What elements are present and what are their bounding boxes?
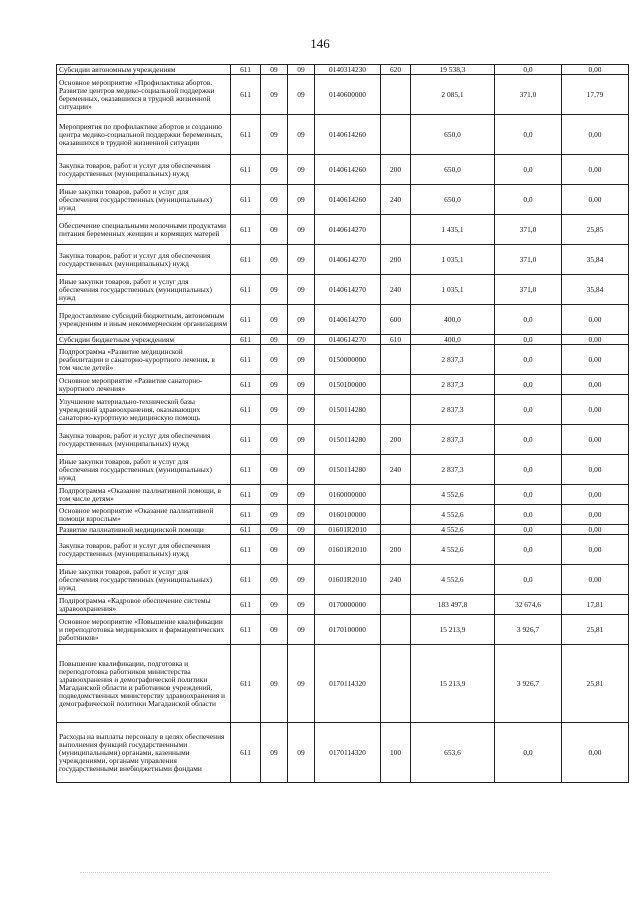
cell-vr: 600 — [381, 305, 411, 335]
cell-pr: 09 — [288, 525, 315, 535]
cell-vr — [381, 375, 411, 395]
table-row — [57, 485, 629, 505]
cell-rz: 09 — [261, 305, 288, 335]
cell-vr: 200 — [381, 245, 411, 275]
cell-pr: 09 — [288, 723, 315, 783]
cell-csr: 0170114320 — [315, 645, 381, 723]
cell-name: Повышение квалификации, подготовка и переподготовка работников министерства здравоохранения и демографической политики Магаданской области и работников учреждений, подведомственных министерству здравоохранения и демографической политики Магаданской области — [57, 645, 231, 723]
cell-pr: 09 — [288, 75, 315, 115]
cell-fed: 0,0 — [495, 335, 562, 345]
table-row — [57, 65, 629, 75]
cell-vr: 240 — [381, 565, 411, 595]
table-row — [57, 615, 629, 645]
cell-sum: 183 497,8 — [411, 595, 495, 615]
cell-sum: 650,0 — [411, 115, 495, 155]
cell-name: Закупка товаров, работ и услуг для обеспечения государственных (муниципальных) нужд — [57, 155, 231, 185]
table-row — [57, 565, 629, 595]
cell-name: Основное мероприятие «Оказание паллиативной помощи взрослым» — [57, 505, 231, 525]
cell-ved: 611 — [231, 215, 261, 245]
cell-pr: 09 — [288, 485, 315, 505]
cell-csr: 0150114280 — [315, 455, 381, 485]
cell-vr — [381, 615, 411, 645]
cell-sum: 2 837,3 — [411, 455, 495, 485]
table-row — [57, 305, 629, 335]
table-row — [57, 375, 629, 395]
cell-sum: 2 837,3 — [411, 425, 495, 455]
table-row — [57, 395, 629, 425]
cell-csr: 0140614260 — [315, 185, 381, 215]
budget-table — [56, 64, 629, 783]
cell-name: Субсидии бюджетным учреждениям — [57, 335, 231, 345]
cell-vr — [381, 115, 411, 155]
cell-rz: 09 — [261, 535, 288, 565]
cell-pct: 0,00 — [562, 375, 629, 395]
cell-ved: 611 — [231, 565, 261, 595]
cell-ved: 611 — [231, 275, 261, 305]
cell-sum: 4 552,6 — [411, 565, 495, 595]
cell-rz: 09 — [261, 525, 288, 535]
cell-rz: 09 — [261, 425, 288, 455]
cell-pct: 0,00 — [562, 395, 629, 425]
cell-sum: 400,0 — [411, 335, 495, 345]
cell-csr: 0170100000 — [315, 615, 381, 645]
cell-fed: 371,0 — [495, 275, 562, 305]
cell-fed: 0,0 — [495, 565, 562, 595]
cell-sum: 4 552,6 — [411, 485, 495, 505]
cell-rz: 09 — [261, 335, 288, 345]
cell-pr: 09 — [288, 595, 315, 615]
cell-pct: 0,00 — [562, 525, 629, 535]
cell-ved: 611 — [231, 305, 261, 335]
cell-ved: 611 — [231, 395, 261, 425]
cell-ved: 611 — [231, 75, 261, 115]
cell-pr: 09 — [288, 645, 315, 723]
cell-csr: 0150114280 — [315, 395, 381, 425]
table-row — [57, 535, 629, 565]
cell-pct: 25,81 — [562, 645, 629, 723]
cell-ved: 611 — [231, 115, 261, 155]
cell-vr: 240 — [381, 185, 411, 215]
cell-pr: 09 — [288, 215, 315, 245]
table-row — [57, 215, 629, 245]
cell-name: Основное мероприятие «Профилактика абортов. Развитие центров медико-социальной поддержки беременных, оказавшихся в трудной жизненной ситуации» — [57, 75, 231, 115]
cell-pr: 09 — [288, 375, 315, 395]
cell-vr — [381, 75, 411, 115]
cell-pct: 0,00 — [562, 723, 629, 783]
cell-csr: 0150000000 — [315, 345, 381, 375]
cell-vr — [381, 395, 411, 425]
cell-name: Расходы на выплаты персоналу в целях обеспечения выполнения функций государственными (муниципальными) органами, казенными учреждениями, органами управления государственными внебюджетными фондами — [57, 723, 231, 783]
cell-pr: 09 — [288, 395, 315, 425]
cell-sum: 4 552,6 — [411, 505, 495, 525]
cell-name: Подпрограмма «Кадровое обеспечение системы здравоохранения» — [57, 595, 231, 615]
cell-fed: 371,0 — [495, 75, 562, 115]
cell-ved: 611 — [231, 335, 261, 345]
table-row — [57, 115, 629, 155]
cell-rz: 09 — [261, 155, 288, 185]
cell-rz: 09 — [261, 395, 288, 425]
cell-name: Подпрограмма «Оказание паллиативной помощи, в том числе детям» — [57, 485, 231, 505]
cell-fed: 0,0 — [495, 395, 562, 425]
cell-fed: 0,0 — [495, 723, 562, 783]
table-row — [57, 185, 629, 215]
cell-name: Улучшение материально-технической базы учреждений здравоохранения, оказывающих санаторно-курортную медицинскую помощь — [57, 395, 231, 425]
cell-csr: 01601R2010 — [315, 565, 381, 595]
cell-vr: 240 — [381, 275, 411, 305]
cell-ved: 611 — [231, 535, 261, 565]
cell-rz: 09 — [261, 375, 288, 395]
cell-name: Иные закупки товаров, работ и услуг для обеспечения государственных (муниципальных) нужд — [57, 455, 231, 485]
table-row — [57, 345, 629, 375]
cell-pct: 0,00 — [562, 185, 629, 215]
cell-pr: 09 — [288, 505, 315, 525]
table-row — [57, 505, 629, 525]
cell-rz: 09 — [261, 615, 288, 645]
cell-vr — [381, 525, 411, 535]
cell-ved: 611 — [231, 525, 261, 535]
cell-vr: 100 — [381, 723, 411, 783]
cell-pr: 09 — [288, 155, 315, 185]
cell-ved: 611 — [231, 425, 261, 455]
cell-name: Основное мероприятие «Повышение квалификации и переподготовка медицинских и фармацевтических работников» — [57, 615, 231, 645]
cell-sum: 15 213,9 — [411, 615, 495, 645]
cell-sum: 1 035,1 — [411, 245, 495, 275]
cell-name: Обеспечение специальными молочными продуктами питания беременных женщин и кормящих матерей — [57, 215, 231, 245]
cell-csr: 0170114320 — [315, 723, 381, 783]
cell-vr — [381, 485, 411, 505]
cell-fed: 0,0 — [495, 455, 562, 485]
cell-rz: 09 — [261, 595, 288, 615]
cell-pct: 35,84 — [562, 275, 629, 305]
table-row — [57, 425, 629, 455]
cell-name: Иные закупки товаров, работ и услуг для обеспечения государственных (муниципальных) нужд — [57, 565, 231, 595]
cell-rz: 09 — [261, 75, 288, 115]
cell-pr: 09 — [288, 275, 315, 305]
cell-rz: 09 — [261, 645, 288, 723]
cell-name: Предоставление субсидий бюджетным, автономным учреждениям и иным некоммерческим организациям — [57, 305, 231, 335]
cell-rz: 09 — [261, 505, 288, 525]
cell-pct: 0,00 — [562, 535, 629, 565]
cell-rz: 09 — [261, 485, 288, 505]
cell-fed: 3 926,7 — [495, 645, 562, 723]
cell-ved: 611 — [231, 645, 261, 723]
cell-pct: 0,00 — [562, 565, 629, 595]
cell-fed: 3 926,7 — [495, 615, 562, 645]
cell-pct: 0,00 — [562, 455, 629, 485]
cell-csr: 01601R2010 — [315, 525, 381, 535]
cell-pct: 0,00 — [562, 155, 629, 185]
cell-ved: 611 — [231, 595, 261, 615]
cell-pct: 17,79 — [562, 75, 629, 115]
scan-artifact — [80, 872, 550, 873]
cell-sum: 15 213,9 — [411, 645, 495, 723]
cell-sum: 4 552,6 — [411, 535, 495, 565]
cell-name: Закупка товаров, работ и услуг для обеспечения государственных (муниципальных) нужд — [57, 535, 231, 565]
table-row — [57, 245, 629, 275]
cell-sum: 2 837,3 — [411, 375, 495, 395]
cell-fed: 371,0 — [495, 245, 562, 275]
cell-fed: 0,0 — [495, 375, 562, 395]
cell-vr — [381, 345, 411, 375]
cell-csr: 0140614270 — [315, 335, 381, 345]
cell-name: Развитие паллиативной медицинской помощи — [57, 525, 231, 535]
cell-rz: 09 — [261, 565, 288, 595]
cell-csr: 0140600000 — [315, 75, 381, 115]
cell-csr: 0140614270 — [315, 305, 381, 335]
cell-pct: 17,81 — [562, 595, 629, 615]
cell-sum: 650,0 — [411, 155, 495, 185]
cell-ved: 611 — [231, 345, 261, 375]
cell-rz: 09 — [261, 455, 288, 485]
cell-csr: 0140614260 — [315, 155, 381, 185]
cell-rz: 09 — [261, 345, 288, 375]
cell-fed: 0,0 — [495, 305, 562, 335]
cell-sum: 2 085,1 — [411, 75, 495, 115]
cell-ved: 611 — [231, 65, 261, 75]
cell-pct: 0,00 — [562, 485, 629, 505]
cell-pct: 0,00 — [562, 505, 629, 525]
cell-fed: 0,0 — [495, 185, 562, 215]
cell-fed: 0,0 — [495, 505, 562, 525]
cell-pct: 25,85 — [562, 215, 629, 245]
cell-csr: 0160000000 — [315, 485, 381, 505]
cell-ved: 611 — [231, 615, 261, 645]
cell-rz: 09 — [261, 275, 288, 305]
cell-pct: 0,00 — [562, 115, 629, 155]
cell-pr: 09 — [288, 65, 315, 75]
cell-pct: 0,00 — [562, 335, 629, 345]
cell-sum: 2 837,3 — [411, 345, 495, 375]
cell-rz: 09 — [261, 65, 288, 75]
table-row — [57, 275, 629, 305]
cell-csr: 0140614270 — [315, 215, 381, 245]
cell-name: Мероприятия по профилактике абортов и созданию центра медико-социальной поддержки беременных, оказавшихся в трудной жизненной ситуации — [57, 115, 231, 155]
cell-csr: 01601R2010 — [315, 535, 381, 565]
cell-rz: 09 — [261, 215, 288, 245]
cell-pr: 09 — [288, 565, 315, 595]
cell-sum: 2 837,3 — [411, 395, 495, 425]
cell-sum: 1 435,1 — [411, 215, 495, 245]
cell-csr: 0150114280 — [315, 425, 381, 455]
cell-ved: 611 — [231, 375, 261, 395]
cell-pr: 09 — [288, 455, 315, 485]
table-row — [57, 723, 629, 783]
table-row — [57, 75, 629, 115]
cell-rz: 09 — [261, 723, 288, 783]
table-row — [57, 155, 629, 185]
cell-pct: 35,84 — [562, 245, 629, 275]
cell-vr — [381, 505, 411, 525]
cell-ved: 611 — [231, 723, 261, 783]
cell-vr: 200 — [381, 535, 411, 565]
table-row — [57, 335, 629, 345]
cell-sum: 653,6 — [411, 723, 495, 783]
cell-csr: 0150100000 — [315, 375, 381, 395]
table-row — [57, 455, 629, 485]
cell-name: Закупка товаров, работ и услуг для обеспечения государственных (муниципальных) нужд — [57, 425, 231, 455]
cell-fed: 0,0 — [495, 115, 562, 155]
cell-name: Подпрограмма «Развитие медицинской реабилитации и санаторно-курортного лечения, в том числе детей» — [57, 345, 231, 375]
cell-ved: 611 — [231, 245, 261, 275]
cell-sum: 400,0 — [411, 305, 495, 335]
cell-ved: 611 — [231, 185, 261, 215]
cell-fed: 0,0 — [495, 485, 562, 505]
cell-fed: 0,0 — [495, 525, 562, 535]
table-row — [57, 595, 629, 615]
cell-sum: 4 552,6 — [411, 525, 495, 535]
table-row — [57, 525, 629, 535]
cell-vr — [381, 645, 411, 723]
cell-fed: 0,0 — [495, 155, 562, 185]
table-row — [57, 645, 629, 723]
cell-ved: 611 — [231, 155, 261, 185]
cell-vr: 620 — [381, 65, 411, 75]
cell-pct: 0,00 — [562, 345, 629, 375]
cell-csr: 0140614270 — [315, 275, 381, 305]
cell-vr: 200 — [381, 155, 411, 185]
cell-vr: 610 — [381, 335, 411, 345]
cell-pct: 0,00 — [562, 305, 629, 335]
cell-fed: 0,0 — [495, 345, 562, 375]
cell-vr: 240 — [381, 455, 411, 485]
cell-csr: 0170000000 — [315, 595, 381, 615]
cell-ved: 611 — [231, 505, 261, 525]
cell-name: Иные закупки товаров, работ и услуг для обеспечения государственных (муниципальных) нужд — [57, 275, 231, 305]
cell-rz: 09 — [261, 245, 288, 275]
cell-fed: 0,0 — [495, 65, 562, 75]
cell-rz: 09 — [261, 185, 288, 215]
cell-pr: 09 — [288, 245, 315, 275]
cell-ved: 611 — [231, 455, 261, 485]
cell-csr: 0160100000 — [315, 505, 381, 525]
cell-name: Основное мероприятие «Развитие санаторно-курортного лечения» — [57, 375, 231, 395]
cell-fed: 32 674,6 — [495, 595, 562, 615]
cell-rz: 09 — [261, 115, 288, 155]
cell-name: Иные закупки товаров, работ и услуг для обеспечения государственных (муниципальных) нужд — [57, 185, 231, 215]
cell-vr — [381, 215, 411, 245]
cell-csr: 0140614260 — [315, 115, 381, 155]
cell-vr — [381, 595, 411, 615]
cell-name: Субсидии автономным учреждениям — [57, 65, 231, 75]
cell-sum: 650,0 — [411, 185, 495, 215]
cell-pr: 09 — [288, 115, 315, 155]
page-number: 146 — [310, 36, 330, 51]
cell-sum: 19 538,3 — [411, 65, 495, 75]
cell-fed: 0,0 — [495, 425, 562, 455]
cell-csr: 0140614270 — [315, 245, 381, 275]
cell-pr: 09 — [288, 615, 315, 645]
cell-pr: 09 — [288, 305, 315, 335]
cell-fed: 0,0 — [495, 535, 562, 565]
cell-ved: 611 — [231, 485, 261, 505]
cell-pr: 09 — [288, 185, 315, 215]
cell-pct: 0,00 — [562, 425, 629, 455]
cell-pr: 09 — [288, 345, 315, 375]
cell-pr: 09 — [288, 425, 315, 455]
cell-name: Закупка товаров, работ и услуг для обеспечения государственных (муниципальных) нужд — [57, 245, 231, 275]
cell-pr: 09 — [288, 335, 315, 345]
cell-sum: 1 035,1 — [411, 275, 495, 305]
cell-pr: 09 — [288, 535, 315, 565]
cell-fed: 371,0 — [495, 215, 562, 245]
cell-vr: 200 — [381, 425, 411, 455]
cell-pct: 25,81 — [562, 615, 629, 645]
cell-pct: 0,00 — [562, 65, 629, 75]
cell-csr: 0140314230 — [315, 65, 381, 75]
